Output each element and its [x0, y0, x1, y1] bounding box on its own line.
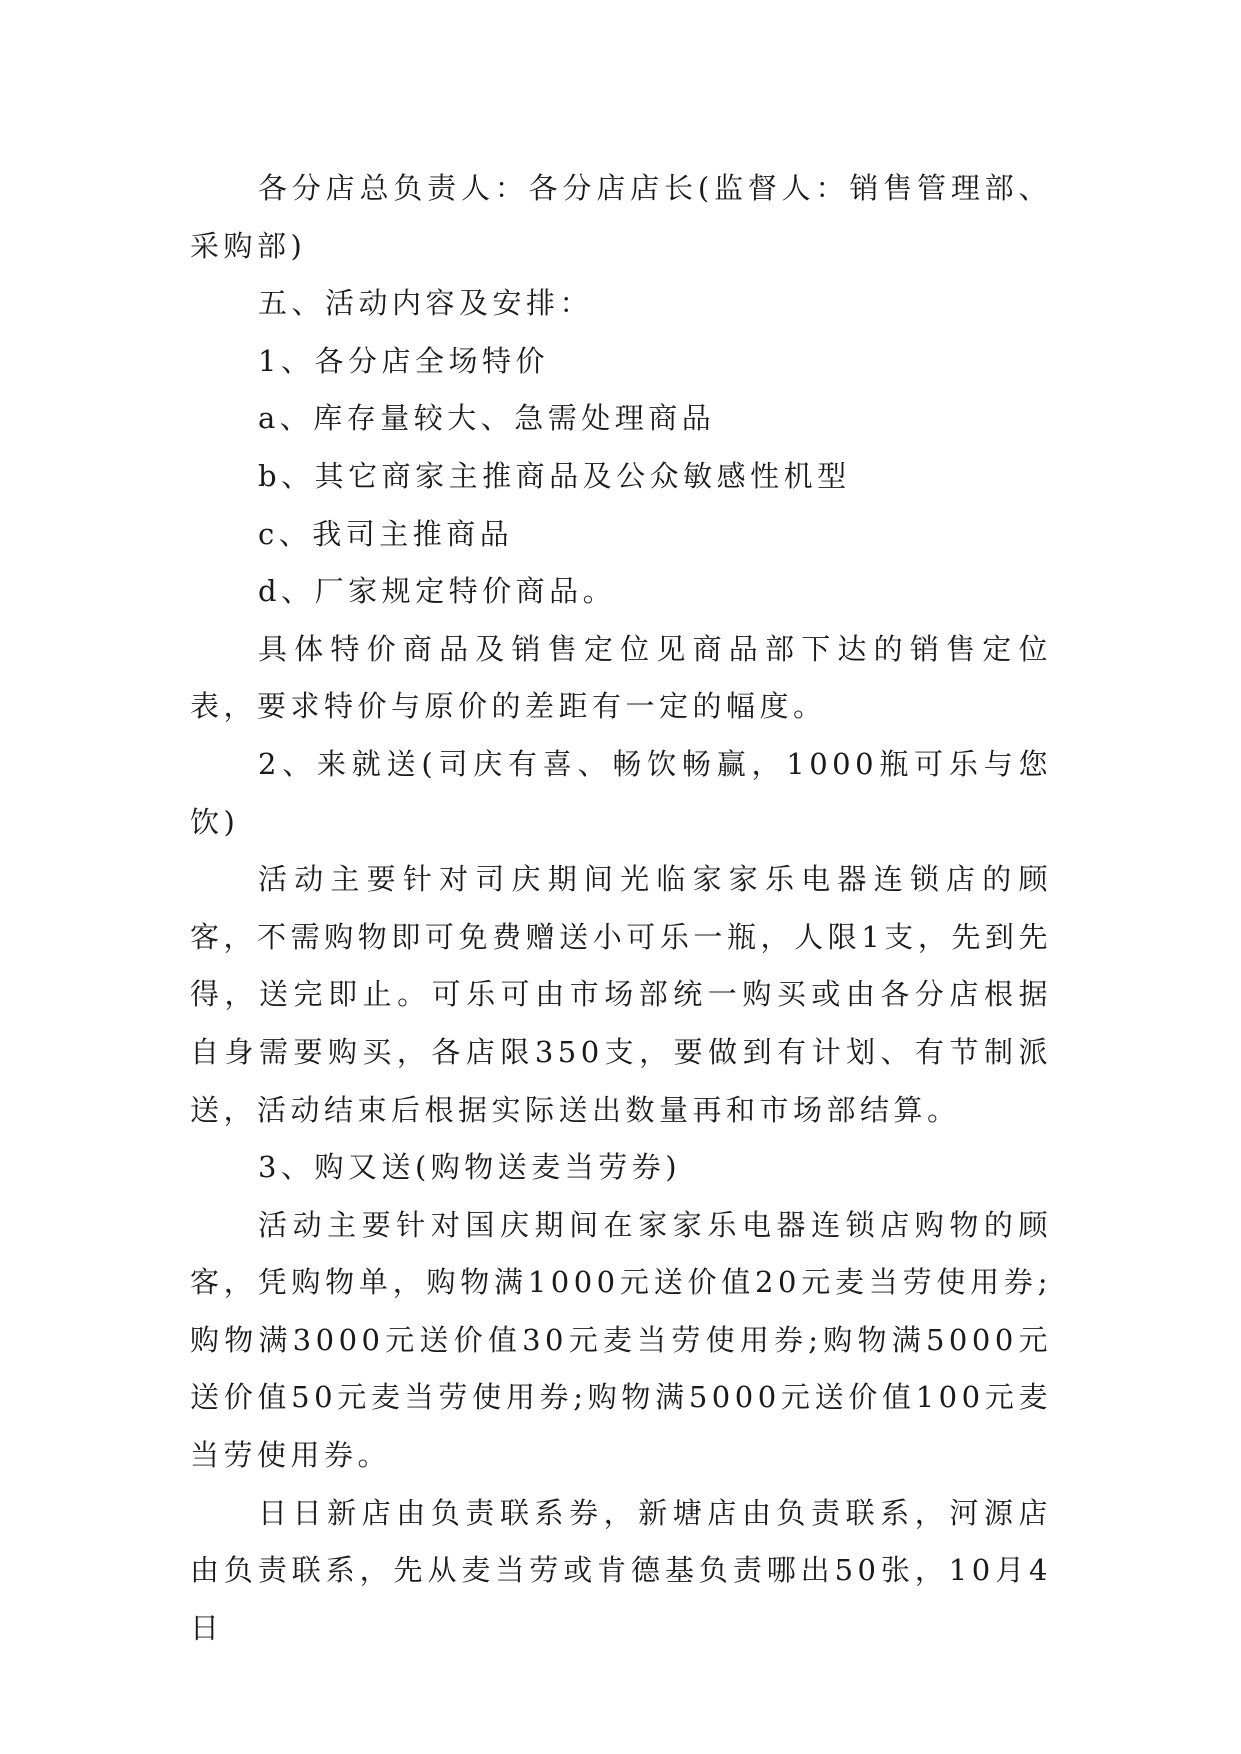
paragraph-special-goods: 具体特价商品及销售定位见商品部下达的销售定位表，要求特价与原价的差距有一定的幅度。	[190, 631, 1052, 724]
paragraph-mcdonalds-coupons: 活动主要针对国庆期间在家家乐电器连锁店购物的顾客，凭购物单，购物满1000元送价值20元麦当劳使用券;购物满3000元送价值30元麦当劳使用券;购物满5000元送价值50元麦当劳使用券;购物满5000元送价值100元麦当劳使用券。	[190, 1207, 1052, 1473]
paragraph-free-cola: 活动主要针对司庆期间光临家家乐电器连锁店的顾客，不需购物即可免费赠送小可乐一瓶，人限1支，先到先得，送完即止。可乐可由市场部统一购买或由各分店根据自身需要购买，各店限350支，要做到有计划、有节制派送，活动结束后根据实际送出数量再和市场部结算。	[190, 862, 1052, 1127]
heading-activity-content: 五、活动内容及安排：	[258, 286, 594, 321]
subitem-c: c、我司主推商品	[258, 516, 514, 551]
item-free-gift: 2、来就送(司庆有喜、畅饮畅赢，1000瓶可乐与您饮)	[190, 746, 1052, 839]
paragraph-supervisors: 各分店总负责人：各分店店长(监督人：销售管理部、采购部)	[190, 171, 1052, 263]
item-purchase-gift: 3、购又送(购物送麦当劳券)	[258, 1150, 682, 1185]
item-store-specials: 1、各分店全场特价	[258, 343, 549, 378]
subitem-a: a、库存量较大、急需处理商品	[258, 401, 716, 436]
subitem-d: d、厂家规定特价商品。	[258, 574, 617, 609]
paragraph-store-contacts: 日日新店由负责联系券，新塘店由负责联系，河源店由负责联系，先从麦当劳或肯德基负责哪出50张，10月4日	[190, 1495, 1052, 1645]
document-body	[190, 160, 1052, 1657]
subitem-b: b、其它商家主推商品及公众敏感性机型	[258, 458, 851, 493]
